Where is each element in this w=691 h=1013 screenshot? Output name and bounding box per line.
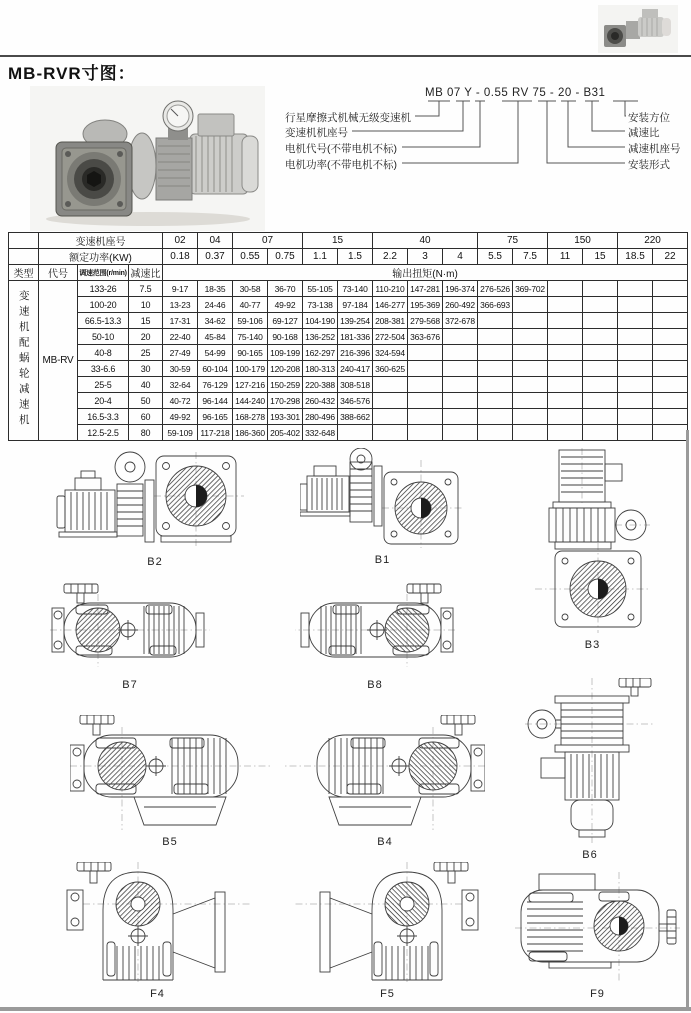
figure-B6 [525, 678, 655, 861]
torque-cell [653, 361, 688, 377]
ratio-cell: 10 [129, 297, 163, 313]
torque-cell [513, 313, 548, 329]
torque-cell [408, 425, 443, 441]
torque-cell: 30-59 [163, 361, 198, 377]
ratio-cell: 15 [129, 313, 163, 329]
torque-cell: 24-46 [198, 297, 233, 313]
ratio-cell: 7.5 [129, 281, 163, 297]
torque-cell: 22-40 [163, 329, 198, 345]
torque-cell [443, 361, 478, 377]
spec-table-wrap [8, 232, 688, 441]
torque-cell: 196-374 [443, 281, 478, 297]
torque-cell [513, 329, 548, 345]
torque-cell [583, 329, 618, 345]
speed-range-cell: 20-4 [78, 393, 129, 409]
torque-cell [548, 297, 583, 313]
torque-cell [548, 409, 583, 425]
speed-range-cell: 100-20 [78, 297, 129, 313]
torque-cell: 162-297 [303, 345, 338, 361]
torque-cell [618, 361, 653, 377]
torque-cell: 346-576 [338, 393, 373, 409]
torque-cell: 59-106 [233, 313, 268, 329]
torque-cell [653, 345, 688, 361]
torque-cell: 372-678 [443, 313, 478, 329]
torque-cell: 13-23 [163, 297, 198, 313]
torque-cell [478, 377, 513, 393]
header-frame-size: 150 [548, 233, 618, 249]
header-type: 类型 [9, 265, 39, 281]
technical-drawing-F4 [65, 862, 250, 982]
header-power-value: 11 [548, 249, 583, 265]
header-power-value: 0.75 [268, 249, 303, 265]
torque-cell [513, 361, 548, 377]
torque-cell: 216-396 [338, 345, 373, 361]
technical-drawing-F9 [515, 872, 680, 982]
torque-cell [373, 393, 408, 409]
header-frame-size: 75 [478, 233, 548, 249]
torque-cell [513, 393, 548, 409]
torque-cell [513, 425, 548, 441]
speed-range-cell: 133-26 [78, 281, 129, 297]
header-power-value: 18.5 [618, 249, 653, 265]
torque-cell: 36-70 [268, 281, 303, 297]
torque-cell [583, 297, 618, 313]
ratio-cell: 25 [129, 345, 163, 361]
figure-B5 [70, 715, 270, 848]
type-vertical-text: 变速机配蜗轮减速机 [17, 289, 30, 430]
torque-cell [478, 409, 513, 425]
model-code-diagram [280, 85, 691, 215]
torque-cell [618, 281, 653, 297]
torque-cell: 104-190 [303, 313, 338, 329]
header-power-value: 1.5 [338, 249, 373, 265]
torque-cell: 55-105 [303, 281, 338, 297]
torque-cell [548, 281, 583, 297]
technical-drawing-B3 [535, 448, 650, 633]
header-ratio: 减速比 [129, 265, 163, 281]
speed-range-cell: 50-10 [78, 329, 129, 345]
technical-drawing-F5 [295, 862, 480, 982]
figure-label: F5 [380, 988, 395, 1000]
torque-cell [548, 393, 583, 409]
torque-cell [338, 425, 373, 441]
torque-cell: 170-298 [268, 393, 303, 409]
torque-cell [583, 377, 618, 393]
torque-cell: 100-179 [233, 361, 268, 377]
torque-cell: 40-77 [233, 297, 268, 313]
torque-cell [443, 329, 478, 345]
torque-cell [408, 345, 443, 361]
torque-cell [408, 409, 443, 425]
torque-cell [443, 377, 478, 393]
header-frame-size: 40 [373, 233, 478, 249]
torque-cell: 75-140 [233, 329, 268, 345]
torque-cell: 73-138 [303, 297, 338, 313]
torque-cell [583, 425, 618, 441]
scan-edge-bottom [0, 1007, 691, 1011]
torque-cell: 146-277 [373, 297, 408, 313]
torque-cell: 97-184 [338, 297, 373, 313]
speed-range-cell: 40-8 [78, 345, 129, 361]
figure-B4 [285, 715, 485, 848]
torque-cell: 363-676 [408, 329, 443, 345]
torque-cell: 280-496 [303, 409, 338, 425]
ratio-cell: 30 [129, 361, 163, 377]
ratio-cell: 60 [129, 409, 163, 425]
torque-cell [548, 329, 583, 345]
header-power-value: 0.37 [198, 249, 233, 265]
code-label-motor-power: 电机功率(不带电机不标) [285, 159, 397, 171]
torque-cell [548, 377, 583, 393]
speed-range-cell: 33-6.6 [78, 361, 129, 377]
torque-cell [443, 425, 478, 441]
figure-label: B2 [147, 556, 163, 568]
figure-B2 [55, 450, 255, 568]
torque-cell [618, 393, 653, 409]
torque-cell: 17-31 [163, 313, 198, 329]
torque-cell: 366-693 [478, 297, 513, 313]
torque-cell [443, 409, 478, 425]
torque-cell [373, 409, 408, 425]
torque-cell: 120-208 [268, 361, 303, 377]
torque-cell [478, 361, 513, 377]
torque-cell [583, 409, 618, 425]
torque-cell: 73-140 [338, 281, 373, 297]
torque-cell: 136-252 [303, 329, 338, 345]
code-label-series: 行星摩擦式机械无级变速机 [285, 112, 411, 124]
torque-cell: 34-62 [198, 313, 233, 329]
torque-cell [373, 425, 408, 441]
code-label-frame: 变速机机座号 [285, 127, 348, 139]
torque-cell [618, 425, 653, 441]
torque-cell [653, 377, 688, 393]
ratio-cell: 20 [129, 329, 163, 345]
torque-cell: 279-568 [408, 313, 443, 329]
ratio-cell: 80 [129, 425, 163, 441]
header-torque: 输出扭矩(N·m) [163, 265, 688, 281]
header-frame-size: 04 [198, 233, 233, 249]
torque-cell [618, 377, 653, 393]
torque-cell [408, 361, 443, 377]
torque-cell [653, 425, 688, 441]
torque-cell: 54-99 [198, 345, 233, 361]
torque-cell: 308-518 [338, 377, 373, 393]
torque-cell: 240-417 [338, 361, 373, 377]
torque-cell [478, 313, 513, 329]
torque-cell [583, 393, 618, 409]
torque-cell: 90-168 [268, 329, 303, 345]
torque-cell: 220-388 [303, 377, 338, 393]
torque-cell [443, 393, 478, 409]
technical-drawing-B1 [300, 448, 465, 548]
figure-label: F9 [590, 988, 605, 1000]
torque-cell [618, 345, 653, 361]
torque-cell [408, 393, 443, 409]
torque-cell: 59-109 [163, 425, 198, 441]
torque-cell [548, 313, 583, 329]
code-label-mount-form: 安装形式 [628, 159, 670, 171]
torque-cell [653, 313, 688, 329]
code-label-reducer-frame: 减速机座号 [628, 143, 681, 155]
speed-range-cell: 25-5 [78, 377, 129, 393]
torque-cell [618, 329, 653, 345]
technical-drawing-B2 [55, 450, 255, 550]
torque-cell: 27-49 [163, 345, 198, 361]
torque-cell [513, 377, 548, 393]
code-cell: MB-RV [39, 281, 78, 441]
torque-cell: 127-216 [233, 377, 268, 393]
torque-cell: 144-240 [233, 393, 268, 409]
header-power-value: 3 [408, 249, 443, 265]
torque-cell [653, 297, 688, 313]
technical-drawing-B7 [50, 582, 210, 667]
type-cell [9, 281, 39, 441]
product-photo-small [598, 5, 678, 58]
spec-table [8, 232, 688, 441]
torque-cell: 96-165 [198, 409, 233, 425]
header-power-value: 0.55 [233, 249, 268, 265]
technical-drawing-B5 [70, 715, 270, 830]
code-label-ratio: 减速比 [628, 127, 660, 139]
torque-cell: 180-313 [303, 361, 338, 377]
header-power-value: 1.1 [303, 249, 338, 265]
torque-cell [653, 409, 688, 425]
header-power-value: 2.2 [373, 249, 408, 265]
header-power-value: 22 [653, 249, 688, 265]
torque-cell: 208-381 [373, 313, 408, 329]
header-frame-size: 220 [618, 233, 688, 249]
torque-cell: 69-127 [268, 313, 303, 329]
torque-cell [583, 361, 618, 377]
torque-cell: 49-92 [163, 409, 198, 425]
torque-cell [618, 297, 653, 313]
speed-range-cell: 12.5-2.5 [78, 425, 129, 441]
torque-cell: 110-210 [373, 281, 408, 297]
torque-cell [618, 409, 653, 425]
torque-cell: 260-492 [443, 297, 478, 313]
torque-cell: 32-64 [163, 377, 198, 393]
header-power-value: 15 [583, 249, 618, 265]
torque-cell: 147-281 [408, 281, 443, 297]
torque-cell [548, 361, 583, 377]
figure-label: B3 [584, 639, 601, 651]
torque-cell: 388-662 [338, 409, 373, 425]
torque-cell: 90-165 [233, 345, 268, 361]
torque-cell [653, 393, 688, 409]
header-frame-size: 07 [233, 233, 303, 249]
figure-label: B1 [374, 554, 391, 566]
torque-cell: 168-278 [233, 409, 268, 425]
header-frame-size: 02 [163, 233, 198, 249]
torque-cell: 276-526 [478, 281, 513, 297]
torque-cell: 272-504 [373, 329, 408, 345]
torque-cell: 324-594 [373, 345, 408, 361]
figure-F5 [295, 862, 480, 1000]
torque-cell [548, 345, 583, 361]
ratio-cell: 50 [129, 393, 163, 409]
torque-cell: 193-301 [268, 409, 303, 425]
product-photo-art [30, 86, 265, 231]
header-power-value: 0.18 [163, 249, 198, 265]
torque-cell: 150-259 [268, 377, 303, 393]
header-speed-range: 调速范围(r/min) [78, 265, 129, 281]
torque-cell: 195-369 [408, 297, 443, 313]
technical-drawing-B6 [525, 678, 655, 843]
product-photo-small-art [598, 5, 678, 53]
torque-cell [478, 425, 513, 441]
torque-cell [478, 393, 513, 409]
torque-cell: 49-92 [268, 297, 303, 313]
figure-label: B8 [367, 679, 383, 691]
scan-edge-right [686, 430, 689, 1008]
torque-cell [653, 329, 688, 345]
header-power-label: 额定功率(KW) [39, 249, 163, 265]
torque-cell [583, 281, 618, 297]
torque-cell [513, 297, 548, 313]
figure-label: B5 [162, 836, 178, 848]
figure-label: B4 [377, 836, 393, 848]
torque-cell: 139-254 [338, 313, 373, 329]
code-label-mount-position: 安装方位 [628, 112, 670, 124]
torque-cell [513, 409, 548, 425]
header-power-value: 4 [443, 249, 478, 265]
product-photo [30, 86, 265, 236]
technical-drawing-B8 [295, 582, 455, 667]
torque-cell: 76-129 [198, 377, 233, 393]
page-title: MB-RVR寸图： [8, 64, 136, 83]
torque-cell: 369-702 [513, 281, 548, 297]
torque-cell: 109-199 [268, 345, 303, 361]
blank-cell [9, 249, 39, 265]
torque-cell: 360-625 [373, 361, 408, 377]
speed-range-cell: 16.5-3.3 [78, 409, 129, 425]
torque-cell [478, 345, 513, 361]
figure-label: B7 [122, 679, 138, 691]
torque-cell: 45-84 [198, 329, 233, 345]
torque-cell [653, 281, 688, 297]
header-code: 代号 [39, 265, 78, 281]
torque-cell [618, 313, 653, 329]
torque-cell: 96-144 [198, 393, 233, 409]
torque-cell [548, 425, 583, 441]
figure-B8 [295, 582, 455, 691]
figure-B3 [535, 448, 650, 651]
blank-cell [9, 233, 39, 249]
torque-cell: 60-104 [198, 361, 233, 377]
figure-F9 [515, 872, 680, 1000]
speed-range-cell: 66.5-13.3 [78, 313, 129, 329]
torque-cell: 205-402 [268, 425, 303, 441]
figure-label: F4 [150, 988, 165, 1000]
torque-cell: 40-72 [163, 393, 198, 409]
code-label-motor-code: 电机代号(不带电机不标) [285, 143, 397, 155]
torque-cell: 332-648 [303, 425, 338, 441]
model-code: MB 07 Y - 0.55 RV 75 - 20 - B31 [425, 87, 606, 99]
figure-F4 [65, 862, 250, 1000]
header-frame-size: 15 [303, 233, 373, 249]
torque-cell [478, 329, 513, 345]
figure-B1 [300, 448, 465, 566]
torque-cell [408, 377, 443, 393]
ratio-cell: 40 [129, 377, 163, 393]
torque-cell [583, 313, 618, 329]
torque-cell [443, 345, 478, 361]
torque-cell: 9-17 [163, 281, 198, 297]
figure-B7 [50, 582, 210, 691]
top-rule [0, 55, 691, 57]
header-frame-label: 变速机座号 [39, 233, 163, 249]
header-power-value: 5.5 [478, 249, 513, 265]
spec-table-body [9, 233, 688, 441]
torque-cell [513, 345, 548, 361]
header-power-value: 7.5 [513, 249, 548, 265]
torque-cell: 186-360 [233, 425, 268, 441]
torque-cell: 30-58 [233, 281, 268, 297]
figure-label: B6 [582, 849, 598, 861]
torque-cell [583, 345, 618, 361]
torque-cell: 260-432 [303, 393, 338, 409]
technical-drawing-B4 [285, 715, 485, 830]
torque-cell: 117-218 [198, 425, 233, 441]
torque-cell [373, 377, 408, 393]
torque-cell: 18-35 [198, 281, 233, 297]
torque-cell: 181-336 [338, 329, 373, 345]
